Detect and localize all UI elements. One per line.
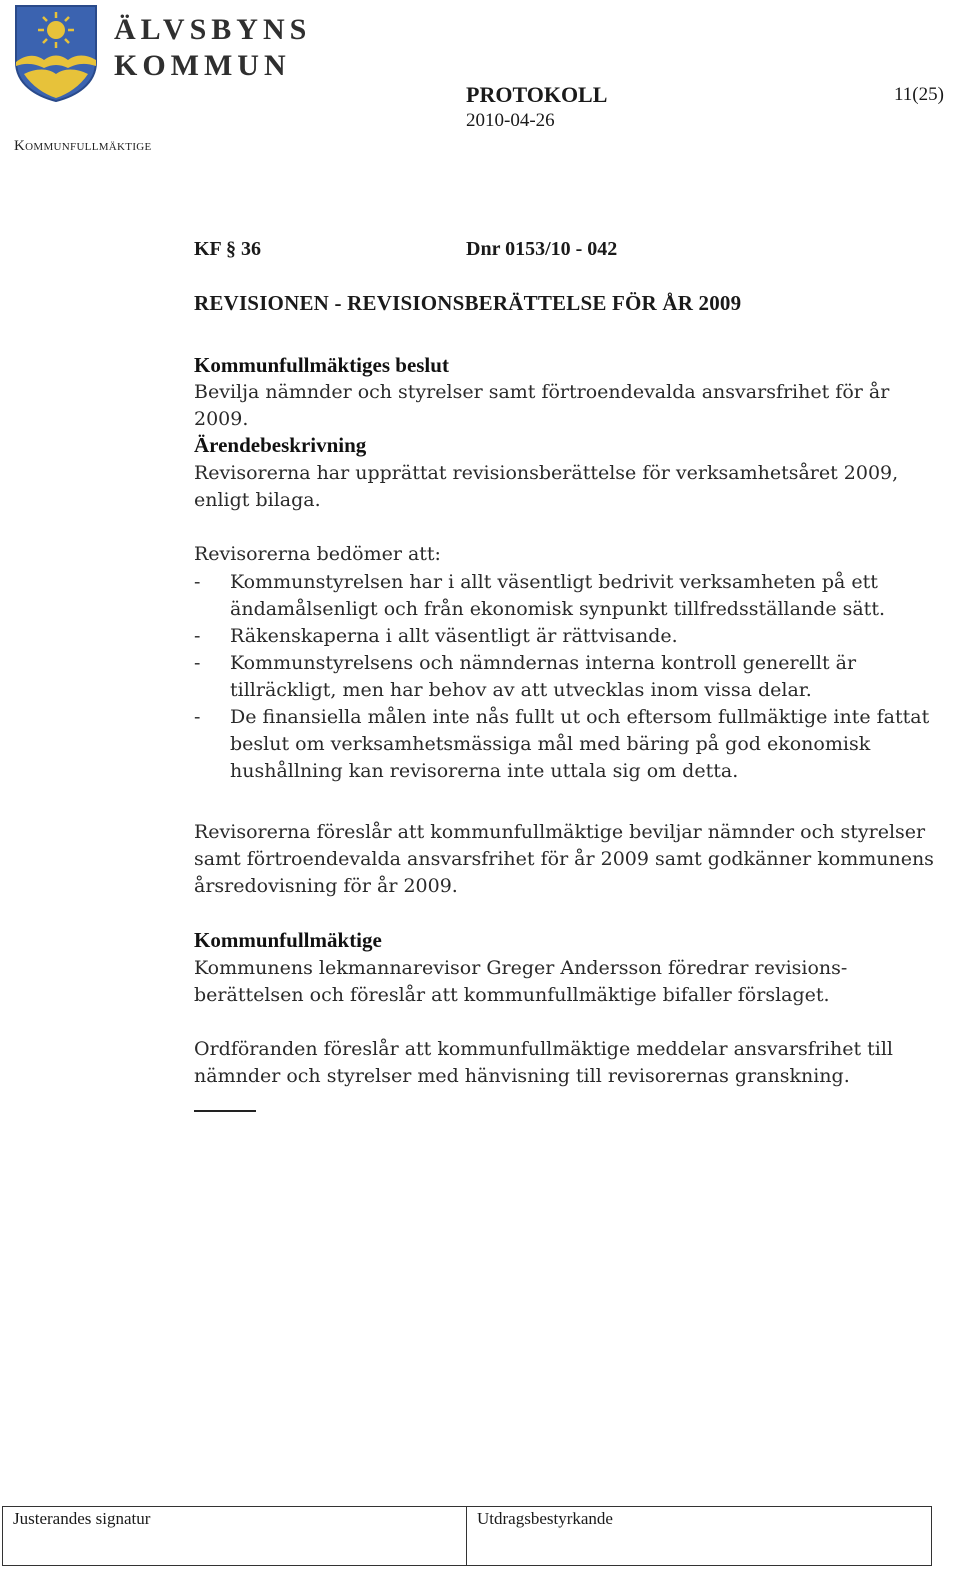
list-item xyxy=(194,623,934,650)
assessment-list xyxy=(194,569,934,785)
diary-number: Dnr 0153/10 - 042 xyxy=(466,238,618,260)
assessment-intro: Revisorerna bedömer att: xyxy=(194,543,441,565)
item-number: KF § 36 xyxy=(194,238,262,260)
end-rule xyxy=(194,1110,256,1112)
bullet-dash: - xyxy=(194,571,201,593)
list-item xyxy=(194,704,934,785)
department-label: Kommunfullmäktige xyxy=(14,138,152,154)
list-item-text: Räkenskaperna i allt väsentligt är rättvisande. xyxy=(230,625,678,647)
bullet-dash: - xyxy=(194,706,201,728)
list-item-text: Kommunstyrelsens och nämndernas interna kontroll generellt är tillräckligt, men har behov av att utvecklas inom vissa delar. xyxy=(230,652,857,701)
bullet-dash: - xyxy=(194,625,201,647)
certification-label: Utdragsbestyrkande xyxy=(477,1509,613,1528)
list-item-text: De finansiella målen inte nås fullt ut och eftersom fullmäktige inte fattat beslut om verksamhetsmässiga mål med bäring på god ekonomisk hushållning kan revisorerna inte uttala sig om detta. xyxy=(230,706,930,782)
decision-text: Bevilja nämnder och styrelser samt förtroendevalda ansvarsfrihet för år 2009. xyxy=(194,381,890,430)
description-text: Revisorerna har upprättat revisionsberättelse för verksamhetsåret 2009, enligt bilaga. xyxy=(194,462,899,511)
bullet-dash: - xyxy=(194,652,201,674)
list-item xyxy=(194,650,934,704)
municipality-name xyxy=(114,12,311,84)
item-title: REVISIONEN - REVISIONSBERÄTTELSE FÖR ÅR 2009 xyxy=(194,291,742,315)
decision-heading: Kommunfullmäktiges beslut xyxy=(194,353,449,377)
document-type: PROTOKOLL xyxy=(466,82,608,107)
list-item xyxy=(194,569,934,623)
signature-table xyxy=(2,1506,932,1566)
description-heading: Ärendebeskrivning xyxy=(194,433,367,457)
council-text: Kommunens lekmannarevisor Greger Andersson föredrar revisionsberättelsen och föreslår att kommunfullmäktige bifaller förslaget. xyxy=(194,957,848,1006)
municipal-coat-of-arms-icon xyxy=(14,4,98,102)
certification-cell xyxy=(467,1507,931,1565)
signature-cell xyxy=(3,1507,467,1565)
proposal-text: Revisorerna föreslår att kommunfullmäktige beviljar nämnder och styrelser samt förtroendevalda ansvarsfrihet för år 2009 samt godkänner kommunens årsredovisning för år 2009. xyxy=(194,821,934,897)
document-date: 2010-04-26 xyxy=(466,110,555,131)
municipality-name-line2: KOMMUN xyxy=(114,49,291,82)
signature-label: Justerandes signatur xyxy=(13,1509,151,1528)
chair-text: Ordföranden föreslår att kommunfullmäktige meddelar ansvarsfrihet till nämnder och styrelser med hänvisning till revisorernas granskning. xyxy=(194,1038,894,1087)
page-number: 11(25) xyxy=(894,84,944,105)
council-heading: Kommunfullmäktige xyxy=(194,928,382,952)
municipality-name-line1: ÄLVSBYNS xyxy=(114,13,312,46)
list-item-text: Kommunstyrelsen har i allt väsentligt bedrivit verksamheten på ett ändamålsenligt och från ekonomisk synpunkt tillfredsställande sätt. xyxy=(230,571,885,620)
